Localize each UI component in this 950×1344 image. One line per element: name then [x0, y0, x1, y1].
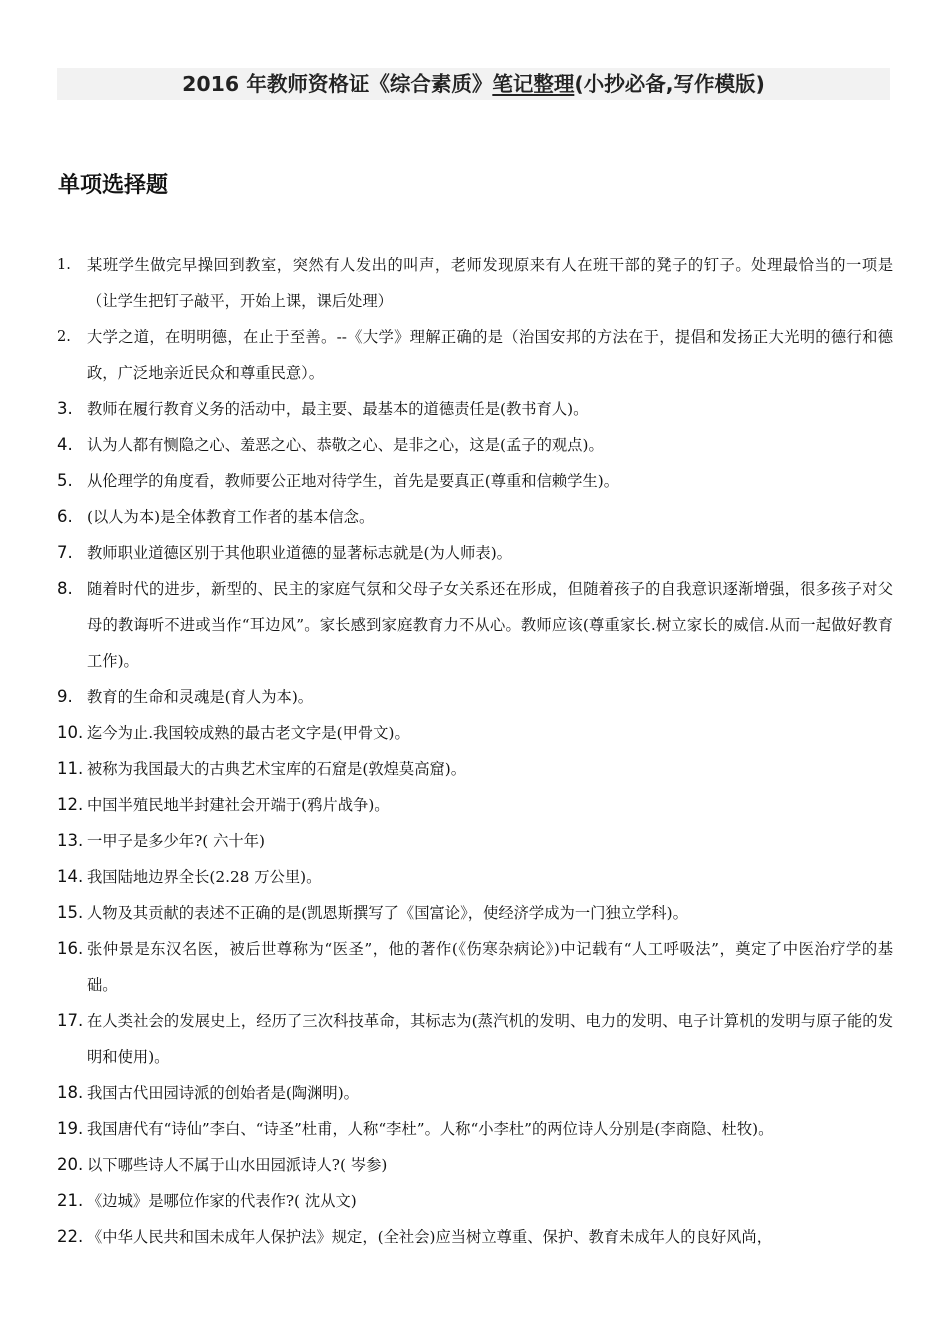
question-text: 中国半殖民地半封建社会开端于(鸦片战争)。 [87, 796, 390, 814]
question-item-14 [57, 859, 893, 895]
question-text: 被称为我国最大的古典艺术宝库的石窟是(敦煌莫高窟)。 [87, 760, 467, 778]
question-text: 教师在履行教育义务的活动中，最主要、最基本的道德责任是(教书育人)。 [87, 400, 589, 418]
question-item-15 [57, 895, 893, 931]
question-number: 8. [57, 579, 73, 598]
question-item-1 [57, 247, 893, 319]
question-item-19 [57, 1111, 893, 1147]
question-item-2 [57, 319, 893, 391]
question-text: 从伦理学的角度看，教师要公正地对待学生，首先是要真正(尊重和信赖学生)。 [87, 472, 620, 490]
question-number: 18. [57, 1083, 84, 1102]
question-text: 大学之道，在明明德，在止于至善。--《大学》理解正确的是（治国安邦的方法在于，提倡和发扬正大光明的德行和德政，广泛地亲近民众和尊重民意）。 [87, 328, 893, 382]
question-item-5 [57, 463, 893, 499]
question-text: 我国古代田园诗派的创始者是(陶渊明)。 [87, 1084, 359, 1102]
question-item-22 [57, 1219, 893, 1255]
question-text: 随着时代的进步，新型的、民主的家庭气氛和父母子女关系还在形成，但随着孩子的自我意识逐渐增强，很多孩子对父母的教诲听不进或当作“耳边风”。家长感到家庭教育力不从心。教师应该(尊重家长.树立家长的威信.从而一起做好教育工作)。 [87, 580, 893, 670]
question-number: 3. [57, 399, 73, 418]
question-number: 1. [57, 257, 71, 273]
question-number: 20. [57, 1155, 84, 1174]
question-number: 11. [57, 759, 84, 778]
question-item-11 [57, 751, 893, 787]
question-item-21 [57, 1183, 893, 1219]
question-number: 14. [57, 867, 84, 886]
question-item-16 [57, 931, 893, 1003]
question-text: 以下哪些诗人不属于山水田园派诗人?( 岑参) [87, 1156, 388, 1174]
question-item-12 [57, 787, 893, 823]
question-item-8 [57, 571, 893, 679]
question-number: 5. [57, 471, 73, 490]
section-heading: 单项选择题 [58, 173, 169, 198]
question-text: 我国唐代有“诗仙”李白、“诗圣”杜甫，人称“李杜”。人称“小李杜”的两位诗人分别是(李商隐、杜牧)。 [87, 1120, 774, 1138]
title-part-3: (小抄必备,写作模版) [574, 72, 765, 96]
question-text: 《中华人民共和国未成年人保护法》规定，(全社会)应当树立尊重、保护、教育未成年人的良好风尚， [87, 1228, 773, 1246]
question-number: 16. [57, 939, 84, 958]
question-number: 7. [57, 543, 73, 562]
question-text: 认为人都有恻隐之心、羞恶之心、恭敬之心、是非之心，这是(孟子的观点)。 [87, 436, 604, 454]
question-number: 22. [57, 1227, 84, 1246]
question-number: 4. [57, 435, 73, 454]
question-text: 张仲景是东汉名医，被后世尊称为“医圣”，他的著作(《伤寒杂病论》)中记载有“人工呼吸法”，奠定了中医治疗学的基础。 [87, 940, 893, 994]
question-item-10 [57, 715, 893, 751]
question-item-18 [57, 1075, 893, 1111]
question-text: 教育的生命和灵魂是(育人为本)。 [87, 688, 314, 706]
question-number: 13. [57, 831, 84, 850]
question-number: 12. [57, 795, 84, 814]
question-item-9 [57, 679, 893, 715]
question-number: 19. [57, 1119, 84, 1138]
document-title [57, 68, 890, 100]
question-number: 6. [57, 507, 73, 526]
question-text: 人物及其贡献的表述不正确的是(凯恩斯撰写了《国富论》，使经济学成为一门独立学科)。 [87, 904, 688, 922]
question-number: 2. [57, 329, 71, 345]
question-item-20 [57, 1147, 893, 1183]
question-item-3 [57, 391, 893, 427]
question-number: 17. [57, 1011, 84, 1030]
question-text: 我国陆地边界全长(2.28 万公里)。 [87, 868, 322, 886]
question-number: 9. [57, 687, 73, 706]
title-part-1: 2016 年教师资格证《综合素质》 [182, 72, 493, 96]
question-item-7 [57, 535, 893, 571]
question-text: 教师职业道德区别于其他职业道德的显著标志就是(为人师表)。 [87, 544, 512, 562]
question-text: 《边城》是哪位作家的代表作?( 沈从文) [87, 1192, 357, 1210]
title-part-2: 笔记整理 [492, 72, 575, 96]
question-text: 迄今为止.我国较成熟的最古老文字是(甲骨文)。 [87, 724, 410, 742]
question-text: 某班学生做完早操回到教室，突然有人发出的叫声，老师发现原来有人在班干部的凳子的钉子。处理最恰当的一项是（让学生把钉子敲平，开始上课，课后处理） [87, 256, 893, 310]
question-text: 一甲子是多少年?( 六十年) [87, 832, 265, 850]
question-item-13 [57, 823, 893, 859]
question-item-17 [57, 1003, 893, 1075]
question-number: 21. [57, 1191, 84, 1210]
question-text: 在人类社会的发展史上，经历了三次科技革命，其标志为(蒸汽机的发明、电力的发明、电子计算机的发明与原子能的发明和使用)。 [87, 1012, 893, 1066]
question-number: 10. [57, 723, 84, 742]
question-item-4 [57, 427, 893, 463]
question-item-6 [57, 499, 893, 535]
question-text: (以人为本)是全体教育工作者的基本信念。 [87, 508, 375, 526]
question-list [57, 247, 893, 1255]
question-number: 15. [57, 903, 84, 922]
